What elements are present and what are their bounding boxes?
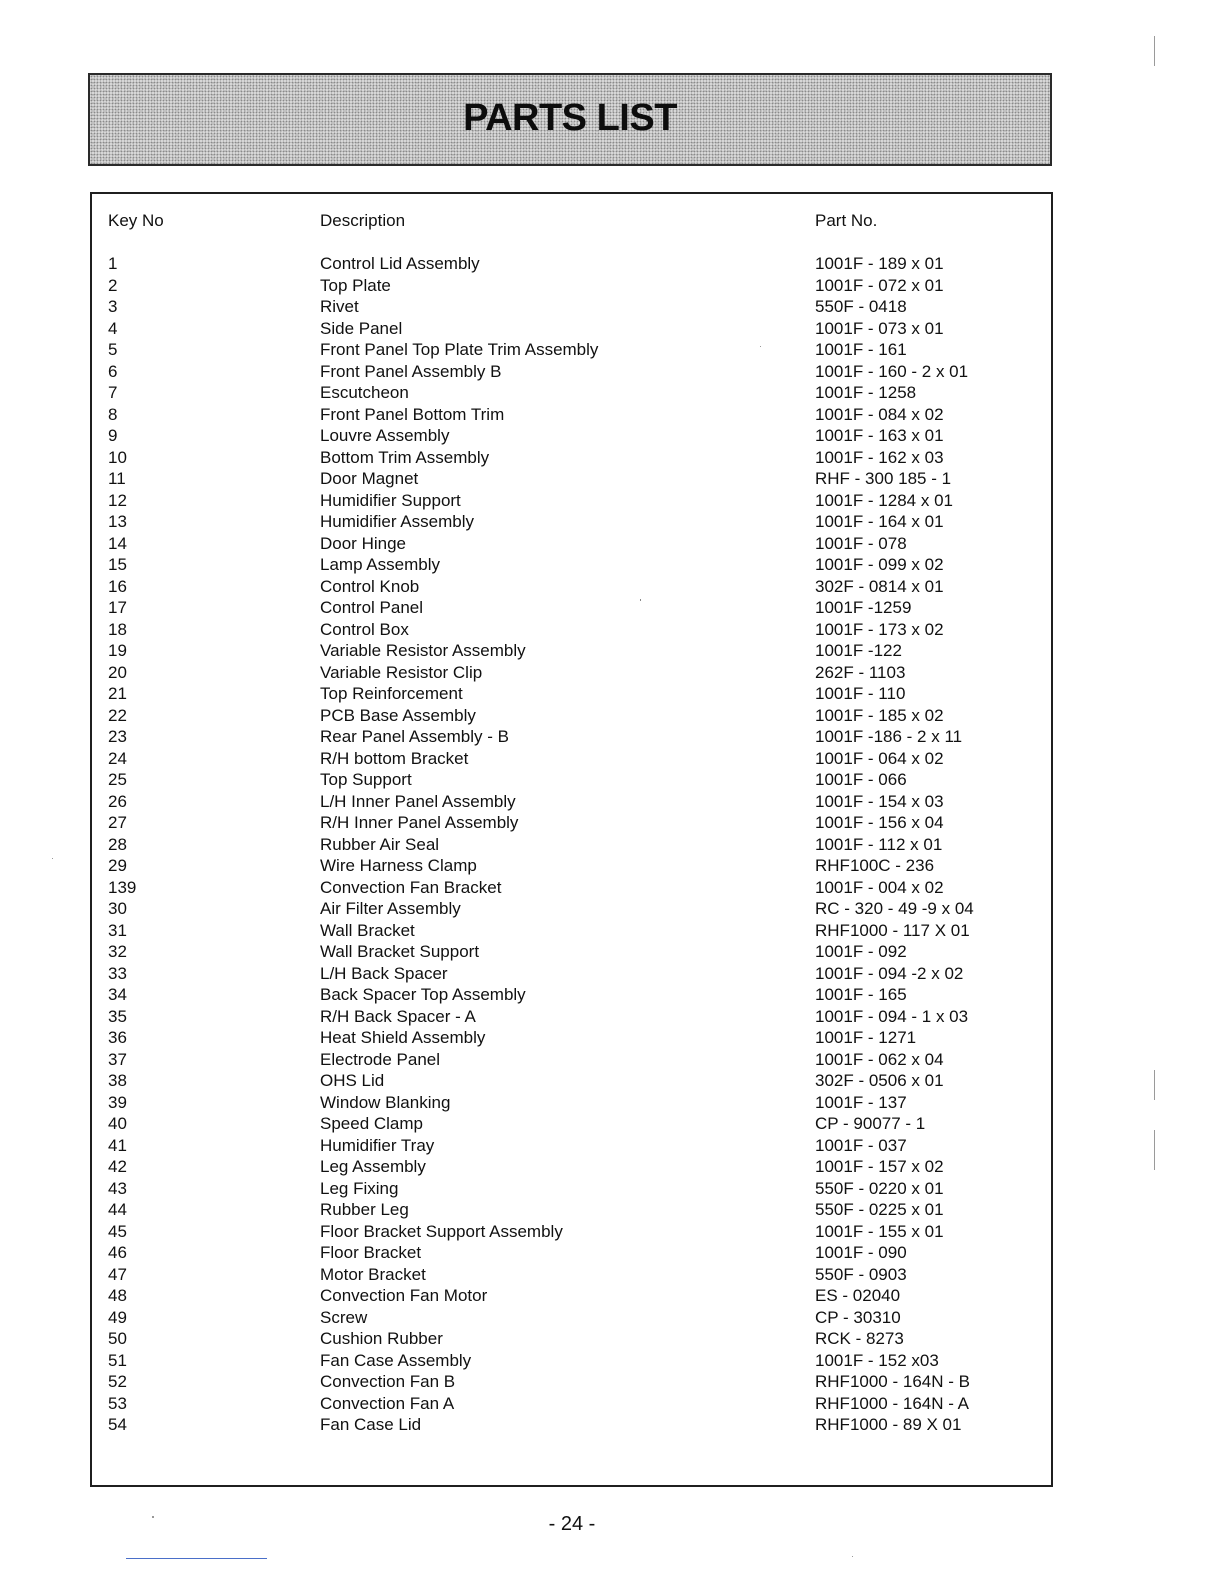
description-cell: R/H Inner Panel Assembly [320, 813, 519, 832]
description-cell: Convection Fan Bracket [320, 877, 502, 897]
table-row [0, 683, 1224, 705]
key-no-cell: 54 [108, 1415, 127, 1434]
key-no-cell: 17 [108, 598, 127, 617]
key-no-cell: 21 [108, 684, 127, 703]
part-no-cell: 1001F - 164 x 01 [815, 512, 944, 531]
part-no-cell: RCK - 8273 [815, 1329, 904, 1348]
key-no-cell: 53 [108, 1393, 127, 1413]
key-no-cell: 42 [108, 1157, 127, 1176]
table-row [0, 468, 1224, 490]
key-no-cell: 40 [108, 1114, 127, 1133]
part-no-cell: CP - 30310 [815, 1307, 901, 1327]
table-row [0, 296, 1224, 318]
key-no-cell: 52 [108, 1372, 127, 1391]
key-no-cell: 48 [108, 1286, 127, 1305]
table-row [0, 1049, 1224, 1071]
table-row [0, 253, 1224, 275]
table-row [0, 1156, 1224, 1178]
part-no-cell: 1001F - 155 x 01 [815, 1221, 944, 1241]
scan-edge-mark [1154, 1070, 1155, 1100]
part-no-cell: 550F - 0418 [815, 297, 907, 316]
part-no-cell: RHF1000 - 164N - B [815, 1372, 970, 1391]
table-row [0, 1285, 1224, 1307]
key-no-cell: 41 [108, 1135, 127, 1155]
part-no-cell: 1001F - 156 x 04 [815, 813, 944, 832]
key-no-cell: 50 [108, 1329, 127, 1348]
description-cell: Convection Fan B [320, 1372, 456, 1391]
part-no-cell: 1001F - 073 x 01 [815, 318, 944, 338]
part-no-cell: 1001F - 004 x 02 [815, 877, 944, 897]
table-row [0, 318, 1224, 340]
key-no-cell: 23 [108, 727, 127, 746]
table-row [0, 1242, 1224, 1264]
part-no-cell: 1001F - 161 [815, 340, 907, 359]
scan-edge-mark [1154, 1130, 1155, 1170]
key-no-cell: 26 [108, 791, 127, 811]
description-cell: Rivet [320, 297, 359, 316]
description-cell: L/H Inner Panel Assembly [320, 791, 516, 811]
key-no-cell: 38 [108, 1071, 127, 1090]
key-no-cell: 2 [108, 275, 118, 295]
part-no-cell: 1001F - 090 [815, 1243, 907, 1262]
description-cell: Wire Harness Clamp [320, 856, 477, 875]
page-number: - 24 - [548, 1513, 596, 1535]
part-no-cell: 1001F - 189 x 01 [815, 254, 944, 273]
key-no-cell: 9 [108, 426, 118, 445]
part-no-cell: RHF1000 - 89 X 01 [815, 1415, 962, 1434]
key-no-cell: 36 [108, 1028, 127, 1047]
key-no-cell: 22 [108, 705, 127, 725]
key-no-cell: 30 [108, 899, 127, 918]
part-no-cell: 1001F - 037 [815, 1135, 907, 1155]
key-no-cell: 8 [108, 404, 118, 424]
table-row [0, 361, 1224, 383]
key-no-cell: 25 [108, 770, 127, 789]
table-row [0, 1006, 1224, 1028]
key-no-cell: 11 [108, 469, 126, 488]
key-no-cell: 33 [108, 963, 127, 983]
description-cell: Bottom Trim Assembly [320, 447, 490, 467]
part-no-cell: 1001F - 157 x 02 [815, 1157, 944, 1176]
table-row [0, 1350, 1224, 1372]
key-no-cell: 6 [108, 361, 118, 381]
table-row [0, 597, 1224, 619]
part-no-cell: RHF1000 - 117 X 01 [815, 920, 970, 940]
table-row [0, 1027, 1224, 1049]
description-cell: Wall Bracket Support [320, 942, 480, 961]
column-header-description: Description [320, 211, 406, 230]
part-no-cell: 1001F -1259 [815, 598, 912, 617]
description-cell: Front Panel Bottom Trim [320, 404, 505, 424]
description-cell: Rubber Air Seal [320, 834, 440, 854]
description-cell: Front Panel Assembly B [320, 361, 502, 381]
table-row [0, 941, 1224, 963]
key-no-cell: 34 [108, 985, 127, 1004]
part-no-cell: RHF100C - 236 [815, 856, 935, 875]
column-header-part-no: Part No. [815, 211, 878, 230]
table-row [0, 640, 1224, 662]
part-no-cell: 1001F - 185 x 02 [815, 705, 944, 725]
table-row [0, 554, 1224, 576]
description-cell: Rear Panel Assembly - B [320, 727, 509, 746]
table-row [0, 1135, 1224, 1157]
part-no-cell: 550F - 0225 x 01 [815, 1200, 944, 1219]
description-cell: Floor Bracket Support Assembly [320, 1221, 563, 1241]
part-no-cell: 550F - 0220 x 01 [815, 1178, 944, 1198]
table-row [0, 404, 1224, 426]
description-cell: Humidifier Assembly [320, 512, 474, 531]
description-cell: Control Box [320, 619, 409, 639]
description-cell: Control Lid Assembly [320, 254, 480, 273]
key-no-cell: 28 [108, 834, 127, 854]
table-row [0, 898, 1224, 920]
table-row [0, 533, 1224, 555]
key-no-cell: 32 [108, 942, 127, 961]
key-no-cell: 4 [108, 318, 118, 338]
key-no-cell: 27 [108, 813, 127, 832]
table-row [0, 511, 1224, 533]
part-no-cell: 262F - 1103 [815, 662, 906, 682]
description-cell: Leg Fixing [320, 1178, 399, 1198]
description-cell: Air Filter Assembly [320, 899, 461, 918]
description-cell: Floor Bracket [320, 1243, 422, 1262]
table-row [0, 662, 1224, 684]
description-cell: L/H Back Spacer [320, 963, 448, 983]
key-no-cell: 15 [108, 555, 127, 574]
description-cell: Variable Resistor Clip [320, 662, 483, 682]
description-cell: Variable Resistor Assembly [320, 641, 526, 660]
part-no-cell: RHF - 300 185 - 1 [815, 469, 952, 488]
description-cell: PCB Base Assembly [320, 705, 476, 725]
description-cell: Lamp Assembly [320, 555, 440, 574]
part-no-cell: 1001F - 165 [815, 985, 907, 1004]
description-cell: Motor Bracket [320, 1264, 426, 1284]
table-row [0, 855, 1224, 877]
table-row [0, 920, 1224, 942]
table-row [0, 576, 1224, 598]
part-no-cell: 1001F - 064 x 02 [815, 748, 944, 768]
part-no-cell: 1001F - 137 [815, 1092, 907, 1112]
table-row [0, 382, 1224, 404]
table-body [0, 253, 1224, 1436]
scan-speck [852, 1556, 853, 1557]
description-cell: Louvre Assembly [320, 426, 450, 445]
table-row [0, 748, 1224, 770]
key-no-cell: 29 [108, 856, 127, 875]
part-no-cell: 1001F - 173 x 02 [815, 619, 944, 639]
key-no-cell: 16 [108, 576, 127, 596]
table-row [0, 791, 1224, 813]
table-row [0, 1178, 1224, 1200]
part-no-cell: 1001F - 094 - 1 x 03 [815, 1006, 969, 1026]
table-row [0, 1092, 1224, 1114]
table-row [0, 984, 1224, 1006]
description-cell: Top Support [320, 770, 412, 789]
table-row [0, 1328, 1224, 1350]
description-cell: Electrode Panel [320, 1049, 441, 1069]
table-row [0, 834, 1224, 856]
key-no-cell: 19 [108, 641, 127, 660]
part-no-cell: 302F - 0506 x 01 [815, 1071, 944, 1090]
table-row [0, 1199, 1224, 1221]
description-cell: Humidifier Tray [320, 1135, 435, 1155]
table-row [0, 1070, 1224, 1092]
table-row [0, 1371, 1224, 1393]
description-cell: Wall Bracket [320, 920, 415, 940]
table-row [0, 1393, 1224, 1415]
table-row [0, 275, 1224, 297]
description-cell: Door Hinge [320, 533, 406, 553]
scan-underline-mark [126, 1558, 267, 1559]
part-no-cell: 1001F -122 [815, 641, 902, 660]
part-no-cell: 302F - 0814 x 01 [815, 576, 944, 596]
key-no-cell: 5 [108, 340, 118, 359]
table-row [0, 1221, 1224, 1243]
table-row [0, 1264, 1224, 1286]
table-row [0, 726, 1224, 748]
description-cell: R/H bottom Bracket [320, 748, 469, 768]
part-no-cell: 1001F - 1271 [815, 1028, 917, 1047]
description-cell: Window Blanking [320, 1092, 451, 1112]
scan-speck [640, 599, 641, 601]
part-no-cell: 1001F -186 - 2 x 11 [815, 727, 963, 746]
key-no-cell: 37 [108, 1049, 127, 1069]
description-cell: Humidifier Support [320, 490, 461, 510]
table-row [0, 1414, 1224, 1436]
description-cell: Control Panel [320, 598, 424, 617]
part-no-cell: 1001F - 110 [815, 684, 906, 703]
key-no-cell: 10 [108, 447, 127, 467]
part-no-cell: 1001F - 084 x 02 [815, 404, 944, 424]
description-cell: Leg Assembly [320, 1157, 426, 1176]
key-no-cell: 45 [108, 1221, 127, 1241]
key-no-cell: 44 [108, 1200, 127, 1219]
key-no-cell: 39 [108, 1092, 127, 1112]
table-row [0, 425, 1224, 447]
column-header-key-no: Key No [108, 211, 164, 230]
description-cell: Convection Fan Motor [320, 1286, 488, 1305]
description-cell: OHS Lid [320, 1071, 385, 1090]
table-row [0, 447, 1224, 469]
key-no-cell: 14 [108, 533, 127, 553]
page-title: PARTS LIST [463, 97, 677, 139]
description-cell: Fan Case Lid [320, 1415, 422, 1434]
part-no-cell: RHF1000 - 164N - A [815, 1393, 970, 1413]
description-cell: R/H Back Spacer - A [320, 1006, 476, 1026]
description-cell: Top Reinforcement [320, 684, 463, 703]
description-cell: Heat Shield Assembly [320, 1028, 486, 1047]
scan-speck [152, 1516, 154, 1518]
key-no-cell: 3 [108, 297, 118, 316]
description-cell: Fan Case Assembly [320, 1350, 472, 1370]
part-no-cell: 1001F - 094 -2 x 02 [815, 963, 964, 983]
description-cell: Convection Fan A [320, 1393, 455, 1413]
key-no-cell: 18 [108, 619, 127, 639]
key-no-cell: 1 [108, 254, 118, 273]
table-row [0, 769, 1224, 791]
table-row [0, 705, 1224, 727]
parts-list-banner [88, 73, 1052, 166]
description-cell: Escutcheon [320, 383, 409, 402]
part-no-cell: 1001F - 099 x 02 [815, 555, 944, 574]
key-no-cell: 47 [108, 1264, 127, 1284]
key-no-cell: 35 [108, 1006, 127, 1026]
part-no-cell: ES - 02040 [815, 1286, 901, 1305]
part-no-cell: 1001F - 163 x 01 [815, 426, 944, 445]
key-no-cell: 139 [108, 877, 137, 897]
part-no-cell: 1001F - 062 x 04 [815, 1049, 944, 1069]
key-no-cell: 51 [108, 1350, 127, 1370]
part-no-cell: 550F - 0903 [815, 1264, 907, 1284]
part-no-cell: 1001F - 154 x 03 [815, 791, 944, 811]
part-no-cell: 1001F - 078 [815, 533, 907, 553]
description-cell: Cushion Rubber [320, 1329, 443, 1348]
table-row [0, 877, 1224, 899]
key-no-cell: 24 [108, 748, 127, 768]
part-no-cell: 1001F - 112 x 01 [815, 834, 943, 854]
description-cell: Back Spacer Top Assembly [320, 985, 526, 1004]
description-cell: Door Magnet [320, 469, 419, 488]
scan-speck [52, 858, 53, 859]
table-row [0, 619, 1224, 641]
key-no-cell: 31 [108, 920, 127, 940]
part-no-cell: 1001F - 092 [815, 942, 907, 961]
table-row [0, 339, 1224, 361]
description-cell: Speed Clamp [320, 1114, 424, 1133]
key-no-cell: 7 [108, 383, 118, 402]
description-cell: Rubber Leg [320, 1200, 409, 1219]
key-no-cell: 12 [108, 490, 127, 510]
scan-edge-mark [1154, 36, 1155, 66]
part-no-cell: RC - 320 - 49 -9 x 04 [815, 899, 974, 918]
key-no-cell: 20 [108, 662, 127, 682]
scan-speck [760, 346, 761, 347]
part-no-cell: 1001F - 1258 [815, 383, 917, 402]
key-no-cell: 49 [108, 1307, 127, 1327]
table-row [0, 1307, 1224, 1329]
key-no-cell: 46 [108, 1243, 127, 1262]
description-cell: Control Knob [320, 576, 420, 596]
description-cell: Side Panel [320, 318, 403, 338]
table-row [0, 490, 1224, 512]
part-no-cell: 1001F - 162 x 03 [815, 447, 944, 467]
part-no-cell: 1001F - 152 x03 [815, 1350, 939, 1370]
part-no-cell: 1001F - 066 [815, 770, 907, 789]
part-no-cell: CP - 90077 - 1 [815, 1114, 926, 1133]
part-no-cell: 1001F - 1284 x 01 [815, 490, 953, 510]
table-row [0, 812, 1224, 834]
key-no-cell: 43 [108, 1178, 127, 1198]
description-cell: Screw [320, 1307, 368, 1327]
part-no-cell: 1001F - 072 x 01 [815, 275, 944, 295]
key-no-cell: 13 [108, 512, 127, 531]
table-row [0, 1113, 1224, 1135]
description-cell: Front Panel Top Plate Trim Assembly [320, 340, 599, 359]
part-no-cell: 1001F - 160 - 2 x 01 [815, 361, 969, 381]
table-row [0, 963, 1224, 985]
description-cell: Top Plate [320, 275, 391, 295]
